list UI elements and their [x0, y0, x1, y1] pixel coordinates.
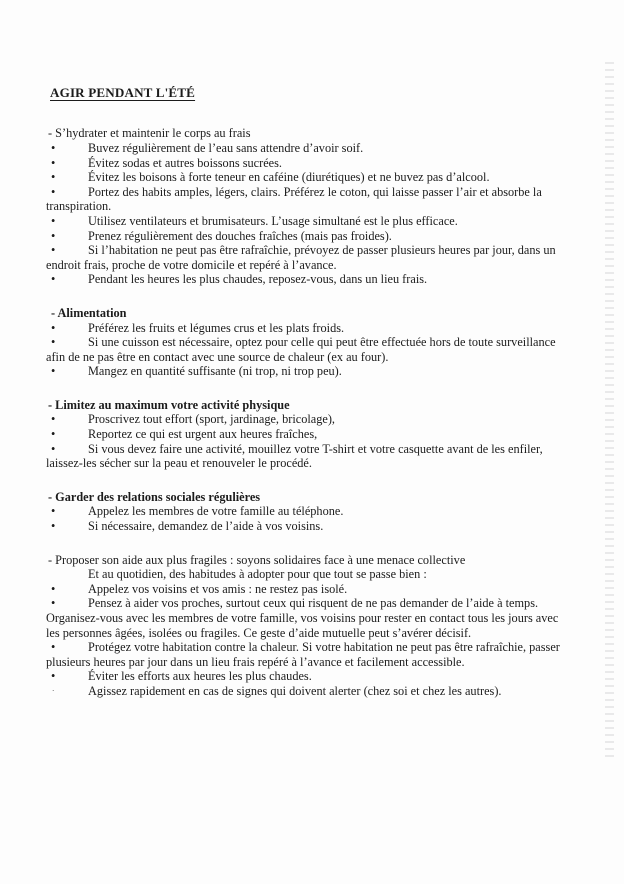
list-item — [46, 156, 562, 171]
bullet-icon: • — [51, 243, 56, 258]
bullet-icon: • — [51, 272, 56, 287]
bullet-icon: · — [52, 686, 55, 695]
section-lead-in-text: Et au quotidien, des habitudes à adopter pour que tout se passe bien : — [88, 567, 427, 582]
list-item — [46, 669, 562, 684]
list-item-text: Si une cuisson est nécessaire, optez pour celle qui peut être effectuée hors de toute surveillance afin de ne pas être en contact avec une source de chaleur (ex au four). — [46, 335, 556, 364]
section-spacer — [46, 534, 562, 553]
bullet-icon: • — [51, 581, 56, 596]
list-item — [46, 214, 562, 229]
bullet-icon: • — [51, 504, 56, 519]
bullet-icon: • — [51, 364, 56, 379]
list-item-text: Pendant les heures les plus chaudes, reposez-vous, dans un lieu frais. — [88, 272, 428, 287]
list-item-text: Si vous devez faire une activité, mouillez votre T-shirt et votre casquette avant de les enfiler, laissez-les sécher sur la peau et renouveler le procédé. — [46, 441, 543, 471]
section-proposer-son-aide — [46, 553, 562, 699]
bullet-icon: • — [51, 519, 56, 534]
list-item-text: Prenez régulièrement des douches fraîches (mais pas froides). — [88, 228, 392, 243]
list-item — [46, 412, 562, 427]
bullet-icon: • — [51, 669, 56, 684]
bullet-icon: • — [51, 320, 56, 335]
section-heading: - Garder des relations sociales régulières — [48, 489, 261, 504]
list-item — [46, 321, 562, 336]
list-item — [46, 185, 562, 214]
list-item — [46, 442, 562, 471]
list-item — [46, 504, 562, 519]
bullet-icon: • — [51, 228, 56, 243]
list-item — [46, 684, 562, 699]
list-item — [46, 170, 562, 185]
bullet-icon: • — [51, 412, 56, 427]
bullet-icon: • — [51, 441, 56, 456]
list-item-text: Appelez les membres de votre famille au téléphone. — [88, 504, 344, 519]
page-title: AGIR PENDANT L'ÉTÉ — [50, 85, 196, 100]
list-item — [46, 596, 562, 640]
list-item-text: Évitez sodas et autres boissons sucrées. — [88, 155, 282, 170]
list-item-text: Si nécessaire, demandez de l’aide à vos voisins. — [88, 519, 324, 534]
list-item — [46, 141, 562, 156]
bullet-icon: • — [51, 170, 56, 185]
list-item-text: Appelez vos voisins et vos amis : ne restez pas isolé. — [88, 581, 348, 596]
section-spacer — [46, 471, 562, 490]
list-item-text: Portez des habits amples, légers, clairs. Préférez le coton, qui laisse passer l’air et absorbe la transpiration. — [46, 184, 542, 214]
bullet-icon: • — [51, 213, 56, 228]
list-item-text: Utilisez ventilateurs et brumisateurs. L’usage simultané est le plus efficace. — [88, 213, 458, 228]
list-item — [46, 582, 562, 597]
list-item — [46, 640, 562, 669]
bullet-icon: • — [51, 335, 56, 350]
bullet-icon: • — [51, 184, 56, 199]
list-item — [46, 335, 562, 364]
list-item-text: Si l’habitation ne peut pas être rafraîchie, prévoyez de passer plusieurs heures par jour, dans un endroit frais, proche de votre domicile et repéré à l’avance. — [46, 243, 556, 272]
list-item-text: Reportez ce qui est urgent aux heures fraîches, — [88, 427, 318, 442]
section-alimentation — [46, 306, 562, 379]
section-spacer — [46, 379, 562, 398]
section-spacer — [46, 287, 562, 306]
bullet-icon: • — [51, 140, 56, 155]
bullet-icon: • — [51, 427, 56, 442]
section-heading: - Proposer son aide aux plus fragiles : soyons solidaires face à une menace collective — [48, 552, 466, 567]
list-item — [46, 364, 562, 379]
section-heading: - Alimentation — [51, 305, 127, 320]
list-item-text: Éviter les efforts aux heures les plus chaudes. — [88, 669, 312, 684]
list-item-text: Buvez régulièrement de l’eau sans attendre d’avoir soif. — [88, 140, 364, 155]
scan-edge-speckle-artifacts — [605, 62, 614, 762]
section-activite-physique — [46, 398, 562, 471]
list-item-text: Mangez en quantité suffisante (ni trop, ni trop peu). — [88, 364, 342, 379]
section-heading: - S’hydrater et maintenir le corps au frais — [48, 126, 251, 141]
list-item-text: Pensez à aider vos proches, surtout ceux qui risquent de ne pas demander de l’aide à temps. Organisez-vous avec les membres de votre famille, vos voisins pour rester en contact tous les jours avec les personnes âgées, isolées ou fragiles. Ce geste d’aide mutuelle peut s’avérer décisif. — [46, 596, 559, 640]
list-item — [46, 229, 562, 244]
bullet-icon: • — [51, 155, 56, 170]
list-item-text: Préférez les fruits et légumes crus et les plats froids. — [88, 320, 345, 335]
list-item-text: Protégez votre habitation contre la chaleur. Si votre habitation ne peut pas être rafraîchie, passer plusieurs heures par jour dans un lieu frais repéré à l’avance et facilement accessible. — [46, 640, 560, 669]
section-heading: - Limitez au maximum votre activité physique — [48, 397, 290, 412]
bullet-icon: • — [51, 596, 56, 611]
list-item-text: Proscrivez tout effort (sport, jardinage, bricolage), — [88, 412, 335, 427]
list-item-text: Agissez rapidement en cas de signes qui doivent alerter (chez soi et chez les autres). — [88, 683, 502, 698]
list-item-text: Évitez les boisons à forte teneur en caféine (diurétiques) et ne buvez pas d’alcool. — [88, 170, 490, 185]
section-hydratation — [46, 126, 562, 287]
list-item — [46, 427, 562, 442]
list-item — [46, 243, 562, 272]
bullet-icon: • — [51, 640, 56, 655]
list-item — [46, 519, 562, 534]
section-relations-sociales — [46, 490, 562, 534]
document-body — [46, 86, 562, 699]
list-item — [46, 272, 562, 287]
